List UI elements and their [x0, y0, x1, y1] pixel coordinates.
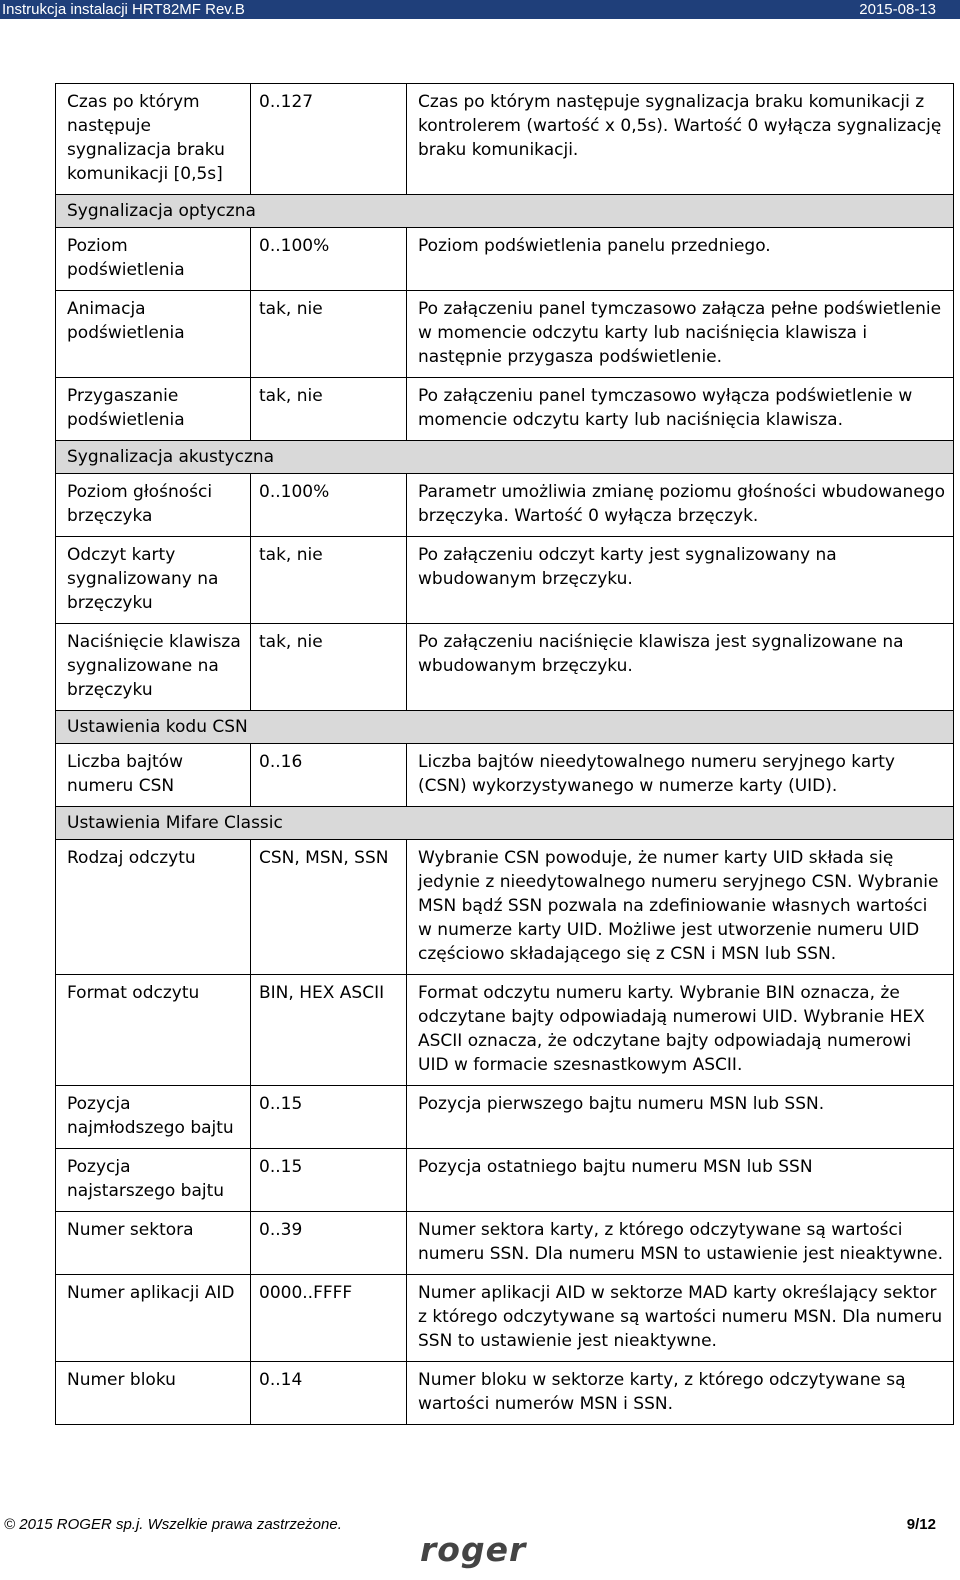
parameter-range-cell: 0..14 — [251, 1362, 407, 1425]
section-header-row — [56, 195, 954, 228]
parameter-description-cell: Parametr umożliwia zmianę poziomu głośności wbudowanego brzęczyka. Wartość 0 wyłącza brzęczyk. — [407, 474, 954, 537]
parameter-range-cell: tak, nie — [251, 537, 407, 624]
parameter-range-cell: CSN, MSN, SSN — [251, 840, 407, 975]
parameter-name-cell: Odczyt karty sygnalizowany na brzęczyku — [56, 537, 251, 624]
parameter-range-cell: 0..15 — [251, 1149, 407, 1212]
table-row — [56, 840, 954, 975]
table-row — [56, 744, 954, 807]
parameter-description-cell: Poziom podświetlenia panelu przedniego. — [407, 228, 954, 291]
table-row — [56, 975, 954, 1086]
parameter-description-cell: Po załączeniu panel tymczasowo załącza pełne podświetlenie w momencie odczytu karty lub naciśnięcia klawisza i następnie przygasza podświetlenie. — [407, 291, 954, 378]
parameter-range-cell: 0..100% — [251, 474, 407, 537]
parameter-range-cell: tak, nie — [251, 291, 407, 378]
parameter-name-cell: Numer aplikacji AID — [56, 1275, 251, 1362]
parameter-description-cell: Numer aplikacji AID w sektorze MAD karty określający sektor z którego odczytywane są wartości numeru MSN. Dla numeru SSN to ustawienie jest nieaktywne. — [407, 1275, 954, 1362]
section-header-row — [56, 807, 954, 840]
parameter-name-cell: Poziom podświetlenia — [56, 228, 251, 291]
footer-copyright — [4, 1516, 342, 1533]
section-title: Sygnalizacja akustyczna — [56, 441, 954, 474]
parameter-range-cell: tak, nie — [251, 378, 407, 441]
parameter-name-cell: Rodzaj odczytu — [56, 840, 251, 975]
document-header — [0, 0, 960, 19]
document-date: 2015-08-13 — [859, 1, 936, 18]
roger-logo: roger — [420, 1530, 527, 1569]
parameter-description-cell: Liczba bajtów nieedytowalnego numeru seryjnego karty (CSN) wykorzystywanego w numerze karty (UID). — [407, 744, 954, 807]
parameter-name-cell: Czas po którym następuje sygnalizacja braku komunikacji [0,5s] — [56, 84, 251, 195]
parameter-description-cell: Po załączeniu naciśnięcie klawisza jest sygnalizowane na wbudowanym brzęczyku. — [407, 624, 954, 711]
copyright-text: 2015 ROGER sp.j. Wszelkie prawa zastrzeżone. — [19, 1516, 342, 1533]
parameter-name-cell: Pozycja najmłodszego bajtu — [56, 1086, 251, 1149]
section-header-row — [56, 441, 954, 474]
parameter-range-cell: 0..16 — [251, 744, 407, 807]
parameter-name-cell: Animacja podświetlenia — [56, 291, 251, 378]
table-row — [56, 1212, 954, 1275]
table-row — [56, 1275, 954, 1362]
table-row — [56, 624, 954, 711]
parameter-name-cell: Naciśnięcie klawisza sygnalizowane na brzęczyku — [56, 624, 251, 711]
parameter-name-cell: Liczba bajtów numeru CSN — [56, 744, 251, 807]
parameter-range-cell: 0..15 — [251, 1086, 407, 1149]
parameter-range-cell: 0..127 — [251, 84, 407, 195]
table-row — [56, 378, 954, 441]
parameter-range-cell: 0000..FFFF — [251, 1275, 407, 1362]
parameter-description-cell: Po załączeniu odczyt karty jest sygnalizowany na wbudowanym brzęczyku. — [407, 537, 954, 624]
table-row — [56, 84, 954, 195]
parameter-description-cell: Pozycja pierwszego bajtu numeru MSN lub SSN. — [407, 1086, 954, 1149]
parameter-name-cell: Poziom głośności brzęczyka — [56, 474, 251, 537]
parameter-name-cell: Pozycja najstarszego bajtu — [56, 1149, 251, 1212]
table-row — [56, 1086, 954, 1149]
parameter-description-cell: Czas po którym następuje sygnalizacja braku komunikacji z kontrolerem (wartość x 0,5s). Wartość 0 wyłącza sygnalizację braku komunikacji. — [407, 84, 954, 195]
parameter-description-cell: Wybranie CSN powoduje, że numer karty UID składa się jedynie z nieedytowalnego numeru seryjnego CSN. Wybranie MSN bądź SSN pozwala na zdefiniowanie własnych wartości w numerze karty UID. Możliwe jest utworzenie numeru UID częściowo składającego się z CSN i MSN lub SSN. — [407, 840, 954, 975]
table-row — [56, 474, 954, 537]
section-title: Ustawienia kodu CSN — [56, 711, 954, 744]
section-title: Ustawienia Mifare Classic — [56, 807, 954, 840]
parameter-name-cell: Format odczytu — [56, 975, 251, 1086]
table-row — [56, 1149, 954, 1212]
parameter-description-cell: Numer sektora karty, z którego odczytywane są wartości numeru SSN. Dla numeru MSN to ustawienie jest nieaktywne. — [407, 1212, 954, 1275]
page-number: 9/12 — [906, 1516, 936, 1533]
table-row — [56, 228, 954, 291]
parameter-range-cell: 0..100% — [251, 228, 407, 291]
table-row — [56, 291, 954, 378]
parameter-description-cell: Numer bloku w sektorze karty, z którego odczytywane są wartości numerów MSN i SSN. — [407, 1362, 954, 1425]
parameter-range-cell: tak, nie — [251, 624, 407, 711]
document-title: Instrukcja instalacji HRT82MF Rev.B — [2, 1, 245, 18]
section-header-row — [56, 711, 954, 744]
section-title: Sygnalizacja optyczna — [56, 195, 954, 228]
table-row — [56, 537, 954, 624]
parameter-description-cell: Format odczytu numeru karty. Wybranie BIN oznacza, że odczytane bajty odpowiadają numerowi UID. Wybranie HEX ASCII oznacza, że odczytane bajty odpowiadają numerowi UID w formacie szesnastkowym ASCII. — [407, 975, 954, 1086]
parameter-name-cell: Numer sektora — [56, 1212, 251, 1275]
parameters-table — [55, 83, 954, 1425]
table-row — [56, 1362, 954, 1425]
parameter-range-cell: 0..39 — [251, 1212, 407, 1275]
parameter-name-cell: Przygaszanie podświetlenia — [56, 378, 251, 441]
copyright-symbol: © — [4, 1516, 16, 1533]
parameter-description-cell: Po załączeniu panel tymczasowo wyłącza podświetlenie w momencie odczytu karty lub naciśnięcia klawisza. — [407, 378, 954, 441]
parameter-name-cell: Numer bloku — [56, 1362, 251, 1425]
parameter-description-cell: Pozycja ostatniego bajtu numeru MSN lub SSN — [407, 1149, 954, 1212]
parameter-range-cell: BIN, HEX ASCII — [251, 975, 407, 1086]
